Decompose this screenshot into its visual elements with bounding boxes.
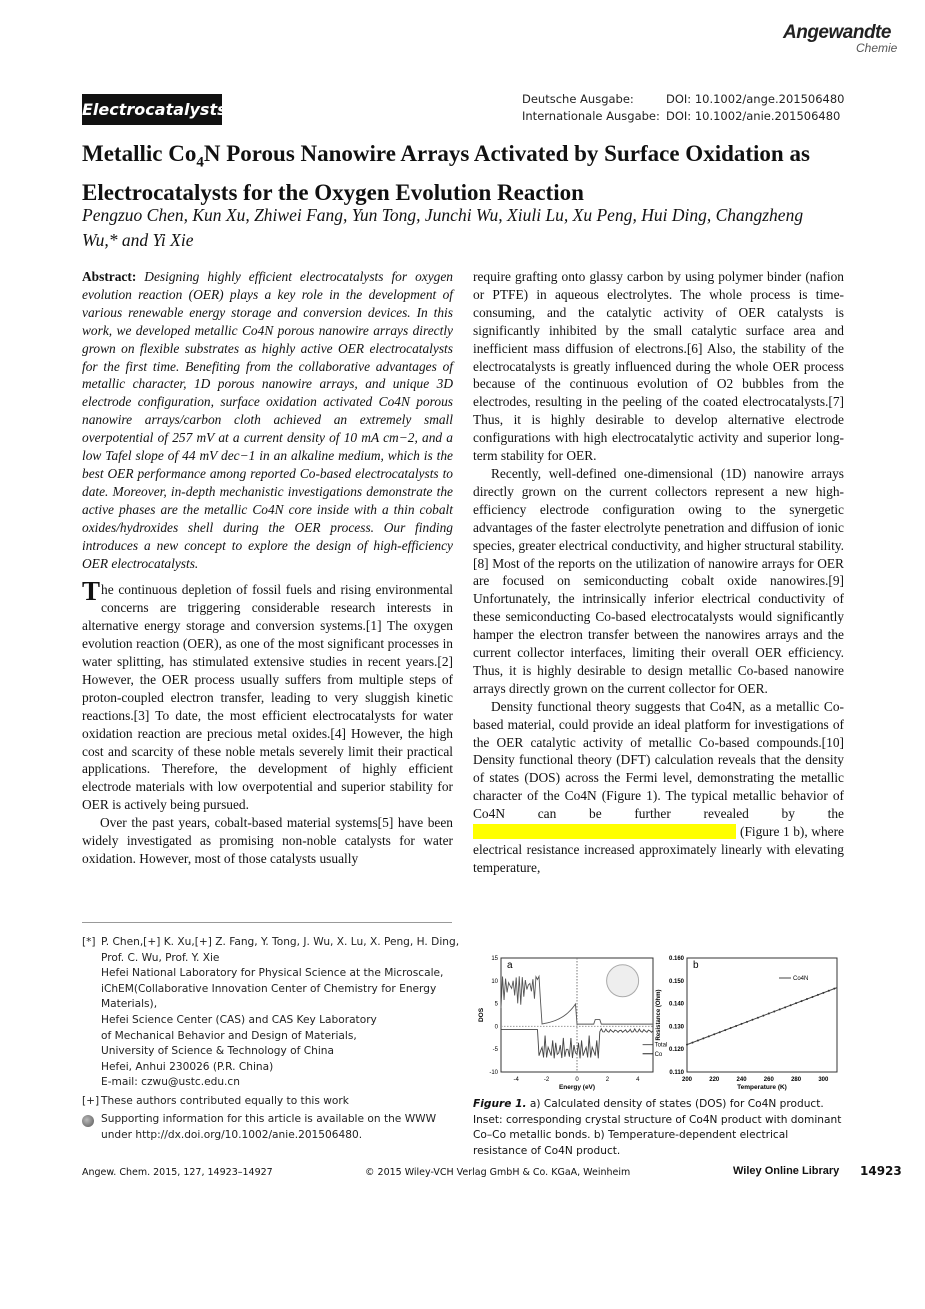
doi-int-label: Internationale Ausgabe: xyxy=(522,109,660,123)
y-axis-label: Resistance (Ohm) xyxy=(656,989,662,1041)
wiley-library-logo: Wiley Online Library xyxy=(733,1165,840,1177)
footnote-line: P. Chen,[+] K. Xu,[+] Z. Fang, Y. Tong, J. Wu, X. Lu, X. Peng, H. Ding, xyxy=(101,936,460,948)
body-paragraph: require grafting onto glassy carbon by using polymer binder (nafion or PTFE) in aqueous electrolytes. The whole process is time-consuming, and the catalytic activity of OER catalysts is significantly inhibited by the small catalytic surface area and inefficient mass diffusion of electrons.[6] Also, the stability of the electrocatalysts is greatly influenced during the whole OER process because of the continuous evolution of O2 bubbles from the electrodes, resulting in the peeling of the coated electrocatalysts.[7] Thus, it is highly desirable to develop alternative electrode configurations with high electrocatalytic activity and superior long-term stability for OER. xyxy=(473,269,844,464)
affiliation-marker: [*] xyxy=(82,936,96,948)
figure-1 xyxy=(473,948,848,1093)
journal-logo: Angewandte xyxy=(783,22,891,43)
data-point xyxy=(784,1006,786,1008)
footnote-line: of Mechanical Behavior and Design of Materials, xyxy=(101,1029,357,1042)
footnote-line: Hefei Science Center (CAS) and CAS Key Laboratory xyxy=(101,1013,377,1026)
caption-label: Figure 1. xyxy=(473,1098,527,1110)
x-tick-label: 0 xyxy=(575,1077,579,1083)
footnote-line: Hefei National Laboratory for Physical Science at the Microscale, xyxy=(101,967,444,980)
y-tick-label: -5 xyxy=(492,1047,498,1054)
x-axis-label: Temperature (K) xyxy=(737,1084,787,1091)
figure-caption xyxy=(473,1097,845,1159)
x-tick-label: 240 xyxy=(736,1077,747,1083)
data-point xyxy=(833,988,835,990)
author-list: Pengzuo Chen, Kun Xu, Zhiwei Fang, Yun Tong, Junchi Wu, Xiuli Lu, Xu Peng, Hui Ding, Changzheng Wu,* and Yi Xie xyxy=(82,205,804,250)
data-point xyxy=(719,1031,721,1033)
body-text: he continuous depletion of fossil fuels and rising environmental concerns are triggering considerable research interests in alternative energy storage and conversion systems.[1] The oxygen evolution reaction (OER), as one of the most significant processes in water splitting, has stimulated extensive studies in recent years.[2] However, the OER process usually suffers from multiple steps of proton-coupled electron transfer, leading to very sluggish kinetic reactions.[3] To date, the most efficient electrocatalysts for water oxidation reaction are precious metal oxides.[4] However, the high cost and scarcity of these noble metals severely limit their practical applications. Therefore, the development of highly efficient electrode materials with low overpotential and superior stability for OER is actively being pursued. xyxy=(82,582,453,813)
data-point xyxy=(811,996,813,998)
figure-1a-dos-plot xyxy=(478,956,667,1091)
data-point xyxy=(697,1039,699,1041)
footnote-line: iChEM(Collaborative Innovation Center of Chemistry for Energy xyxy=(101,982,437,995)
y-tick-label: 0.120 xyxy=(668,1047,684,1054)
drop-cap: T xyxy=(82,576,101,607)
footnote-line: University of Science & Technology of China xyxy=(101,1045,334,1058)
data-point xyxy=(779,1008,781,1010)
data-point xyxy=(724,1029,726,1031)
x-tick-label: 220 xyxy=(709,1077,720,1083)
doi-int[interactable]: DOI: 10.1002/anie.201506480 xyxy=(666,109,841,123)
body-paragraph: Recently, well-defined one-dimensional (1D) nanowire arrays directly grown on the current collectors represent a new high-efficiency electrode configuration owing to the synergetic advantages of the faster electrolyte penetration and diffusion of ionic species, greater electrical conductivity, and higher structural stability.[8] Most of the reports on the utilization of nanowire arrays for OER are focused on semiconducting cobalt oxide nanowires.[9] Unfortunately, the intrinsically inferior electrical conductivity of these semiconducting Co-based electrocatalysts would significantly hamper the electron transfer between the nanowires arrays and the current collector interfaces, limiting their overall OER efficiency. Thus, it is highly desirable to design metallic Co-based nanowire arrays directly grown on the current collector for OER. xyxy=(473,465,844,696)
data-point xyxy=(691,1042,693,1044)
body-paragraph xyxy=(82,576,453,814)
page-number: 14923 xyxy=(860,1164,902,1178)
y-tick-label: 5 xyxy=(494,1001,498,1008)
footnote-line: Materials), xyxy=(101,998,158,1011)
panel-label: a xyxy=(507,960,513,971)
body-text: Density functional theory suggests that Co4N, as a metallic Co-based material, could provide an ideal platform for investigations of the OER catalytic activity of metallic Co-based compounds.[10] Density functional theory (DFT) calculation reveals that the density of states (DOS) across the Fermi level, demonstrating the metallic character of the Co4N (Figure 1). The typical metallic behavior of Co4N can be further revealed by the xyxy=(473,698,844,822)
data-point xyxy=(735,1025,737,1027)
y-tick-label: 10 xyxy=(491,978,498,985)
left-column xyxy=(82,268,453,868)
data-point xyxy=(757,1017,759,1019)
copyright: © 2015 Wiley-VCH Verlag GmbH & Co. KGaA, Weinheim xyxy=(365,1167,631,1178)
body-paragraph xyxy=(473,698,844,877)
footnote-line: Hefei, Anhui 230026 (P.R. China) xyxy=(101,1060,274,1073)
doi-de[interactable]: DOI: 10.1002/ange.201506480 xyxy=(666,92,845,106)
abstract xyxy=(82,268,453,572)
data-point xyxy=(801,1000,803,1002)
data-point xyxy=(768,1013,770,1015)
y-tick-label: 0.140 xyxy=(668,1001,684,1008)
x-axis-label: Energy (eV) xyxy=(558,1084,596,1091)
doi-de-label: Deutsche Ausgabe: xyxy=(522,92,634,106)
x-tick-label: 2 xyxy=(605,1077,610,1083)
affiliation-block xyxy=(101,935,461,1091)
supporting-info-note[interactable] xyxy=(101,1112,461,1143)
footnote-line: Supporting information for this article is available on the WWW xyxy=(101,1113,437,1125)
section-badge: Electrocatalysts xyxy=(82,94,222,125)
journal-logo-sub: Chemie xyxy=(856,41,898,55)
data-point xyxy=(730,1027,732,1029)
crystal-structure-inset xyxy=(607,965,639,997)
y-tick-label: 15 xyxy=(491,956,498,962)
legend-co: Co xyxy=(654,1051,663,1058)
caption-text: a) Calculated density of states (DOS) for Co4N product. Inset: corresponding crystal structure of Co4N product with dominant Co–Co metallic bonds. b) Temperature-dependent electrical resistance of Co4N product. xyxy=(473,1098,842,1157)
x-tick-label: 260 xyxy=(763,1077,774,1083)
x-tick-label: 280 xyxy=(791,1077,802,1083)
highlight xyxy=(473,824,736,839)
data-point xyxy=(828,990,830,992)
data-point xyxy=(751,1019,753,1021)
article-title: Metallic $Co_4N$ Porous Nanowire Arrays Activated by Surface Oxidation as Electrocatalysts for the Oxygen Evolution Reaction xyxy=(82,141,810,205)
data-point xyxy=(686,1044,688,1046)
y-axis-label: DOS xyxy=(478,1007,485,1023)
data-point xyxy=(817,994,819,996)
y-tick-label: 0.130 xyxy=(668,1024,684,1031)
citation-footer: Angew. Chem. 2015, 127, 14923–14927 xyxy=(82,1167,273,1178)
figure-1b-resistance-plot xyxy=(656,956,837,1091)
data-point xyxy=(713,1033,715,1035)
footnote-divider xyxy=(82,922,452,923)
y-tick-label: 0 xyxy=(494,1024,498,1031)
data-point xyxy=(741,1023,743,1025)
data-point xyxy=(762,1015,764,1017)
body-text: (Figure 1 b), where electrical resistance increased approximately linearly with elevating temperature, xyxy=(473,824,844,875)
data-point xyxy=(708,1035,710,1037)
data-point xyxy=(702,1037,704,1039)
y-tick-label: 0.110 xyxy=(669,1070,684,1076)
x-tick-label: -4 xyxy=(513,1077,519,1083)
footnote-line: Prof. C. Wu, Prof. Y. Xie xyxy=(101,951,220,964)
abstract-text: Designing highly efficient electrocatalysts for oxygen evolution reaction (OER) plays a key role in the development of various renewable energy storage and conversion devices. In this work, we developed metallic Co4N porous nanowire arrays directly grown on flexible substrates as highly active OER electrocatalysts for the first time. Benefiting from the collaborative advantages of metallic character, 1D porous nanowire arrays, and unique 3D electrode configuration, surface oxidation activated Co4N porous nanowire arrays/carbon cloth achieved an extremely small overpotential of 257 mV at a current density of 10 mA cm−2, and a low Tafel slope of 44 mV dec−1 in an alkaline medium, which is the best OER performance among reported Co-based electrocatalysts to date. Moreover, in-depth mechanistic investigations demonstrate the active phases are the metallic Co4N core inside with a thin cobalt oxides/hydroxides shell during the OER process. Our finding introduces a new concept to explore the design of high-efficiency OER electrocatalysts. xyxy=(82,269,453,571)
x-tick-label: 4 xyxy=(636,1077,640,1083)
data-point xyxy=(806,998,808,1000)
data-point xyxy=(795,1002,797,1004)
right-column xyxy=(473,268,844,877)
data-point xyxy=(822,992,824,994)
y-tick-label: 0.150 xyxy=(668,978,684,985)
equal-contribution-note: These authors contributed equally to this work xyxy=(101,1095,349,1107)
legend-co4n: Co4N xyxy=(793,976,809,982)
data-point xyxy=(790,1004,792,1006)
x-tick-label: 300 xyxy=(818,1077,829,1083)
footnote-line: E-mail: czwu@ustc.edu.cn xyxy=(101,1076,240,1089)
data-point xyxy=(773,1010,775,1012)
panel-label: b xyxy=(693,960,699,971)
x-tick-label: 200 xyxy=(681,1077,693,1083)
y-tick-label: 0.160 xyxy=(668,956,684,962)
equal-marker: [+] xyxy=(82,1095,100,1107)
abstract-label: Abstract: xyxy=(82,269,137,284)
y-tick-label: -10 xyxy=(489,1070,498,1076)
legend-total: Total xyxy=(654,1042,668,1049)
body-paragraph: Over the past years, cobalt-based material systems[5] have been widely investigated as promising non-noble catalysts for water oxidation. However, most of those catalysts usually xyxy=(82,815,453,866)
x-tick-label: -2 xyxy=(543,1077,550,1083)
plot-frame xyxy=(687,958,837,1072)
supporting-info-icon xyxy=(82,1115,94,1127)
footnote-line: under http://dx.doi.org/10.1002/anie.201506480. xyxy=(101,1128,363,1141)
data-point xyxy=(746,1021,748,1023)
